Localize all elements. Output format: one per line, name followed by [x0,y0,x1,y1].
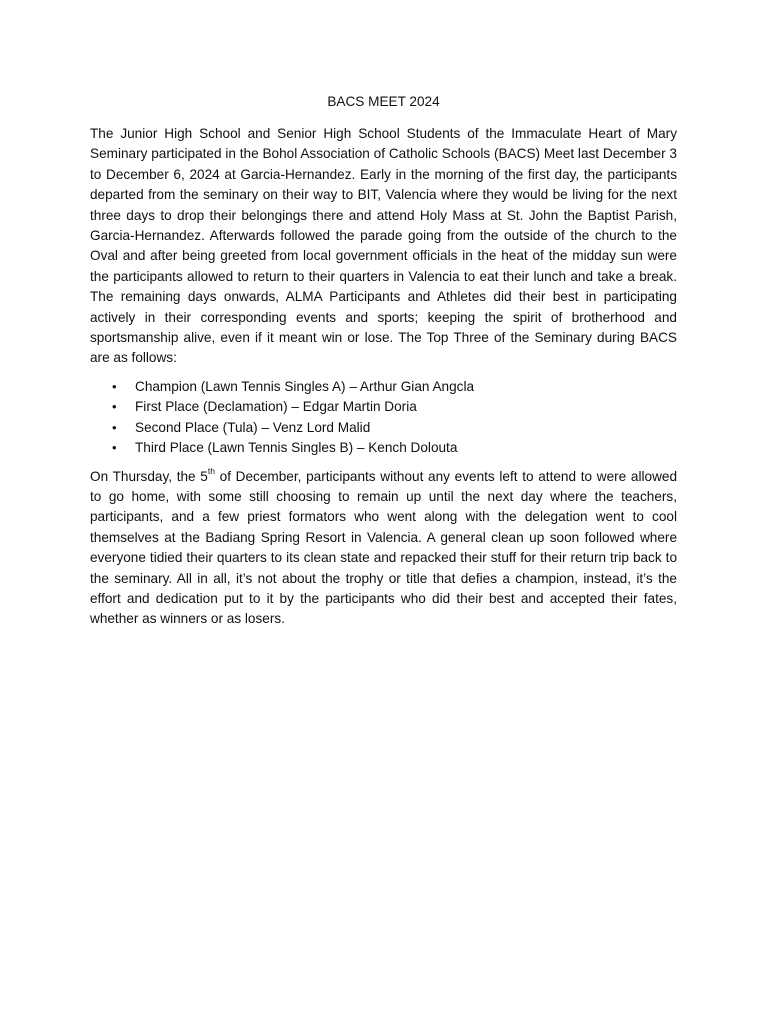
closing-paragraph [90,467,677,630]
bullet-icon: • [112,378,117,394]
ordinal-suffix: th [207,465,215,476]
bullet-icon: • [112,440,117,456]
list-item-text: Champion (Lawn Tennis Singles A) – Arthur Gian Angcla [135,378,475,394]
document-title: BACS MEET 2024 [327,94,440,109]
intro-paragraph: The Junior High School and Senior High School Students of the Immaculate Heart of Mary Seminary participated in the Bohol Association of Catholic Schools (BACS) Meet last December 3 to December 6, 2024 at Garcia-Hernandez. Early in the morning of the first day, the participants departed from the seminary on their way to BIT, Valencia where they would be living for the next three days to drop their belongings there and attend Holy Mass at St. John the Baptist Parish, Garcia-Hernandez. Afterwards followed the parade going from the outside of the church to the Oval and after being greeted from local government officials in the heat of the midday sun were the participants allowed to return to their quarters in Valencia to eat their lunch and take a break. The remaining days onwards, ALMA Participants and Athletes did their best in participating actively in their corresponding events and sports; keeping the spirit of brotherhood and sportsmanship alive, even if it meant win or lose. The Top Three of the Seminary during BACS are as follows: [90,126,677,366]
list-item-text: First Place (Declamation) – Edgar Martin Doria [135,399,417,415]
list-item [90,377,677,397]
bullet-icon: • [112,419,117,435]
document-page [90,92,677,630]
closing-paragraph-lead: On Thursday, the 5 [90,468,208,484]
list-item [90,418,677,438]
winners-list [90,377,677,459]
closing-paragraph-rest: of December, participants without any events left to attend to were allowed to go home, with some still choosing to remain up until the next day where the teachers, participants, and a few priest formators who went along with the delegation went to cool themselves at the Badiang Spring Resort in Valencia. A general clean up soon followed where everyone tidied their quarters to its clean state and repacked their stuff for their return trip back to the seminary. All in all, it’s not about the trophy or title that defies a champion, instead, it’s the effort and dedication put to it by the participants who did their best and accepted their fates, whether as winners or as losers. [90,468,678,627]
list-item [90,397,677,417]
list-item-text: Second Place (Tula) – Venz Lord Malid [135,419,371,435]
list-item-text: Third Place (Lawn Tennis Singles B) – Kench Dolouta [135,440,458,456]
list-item [90,438,677,458]
bullet-icon: • [112,399,117,415]
